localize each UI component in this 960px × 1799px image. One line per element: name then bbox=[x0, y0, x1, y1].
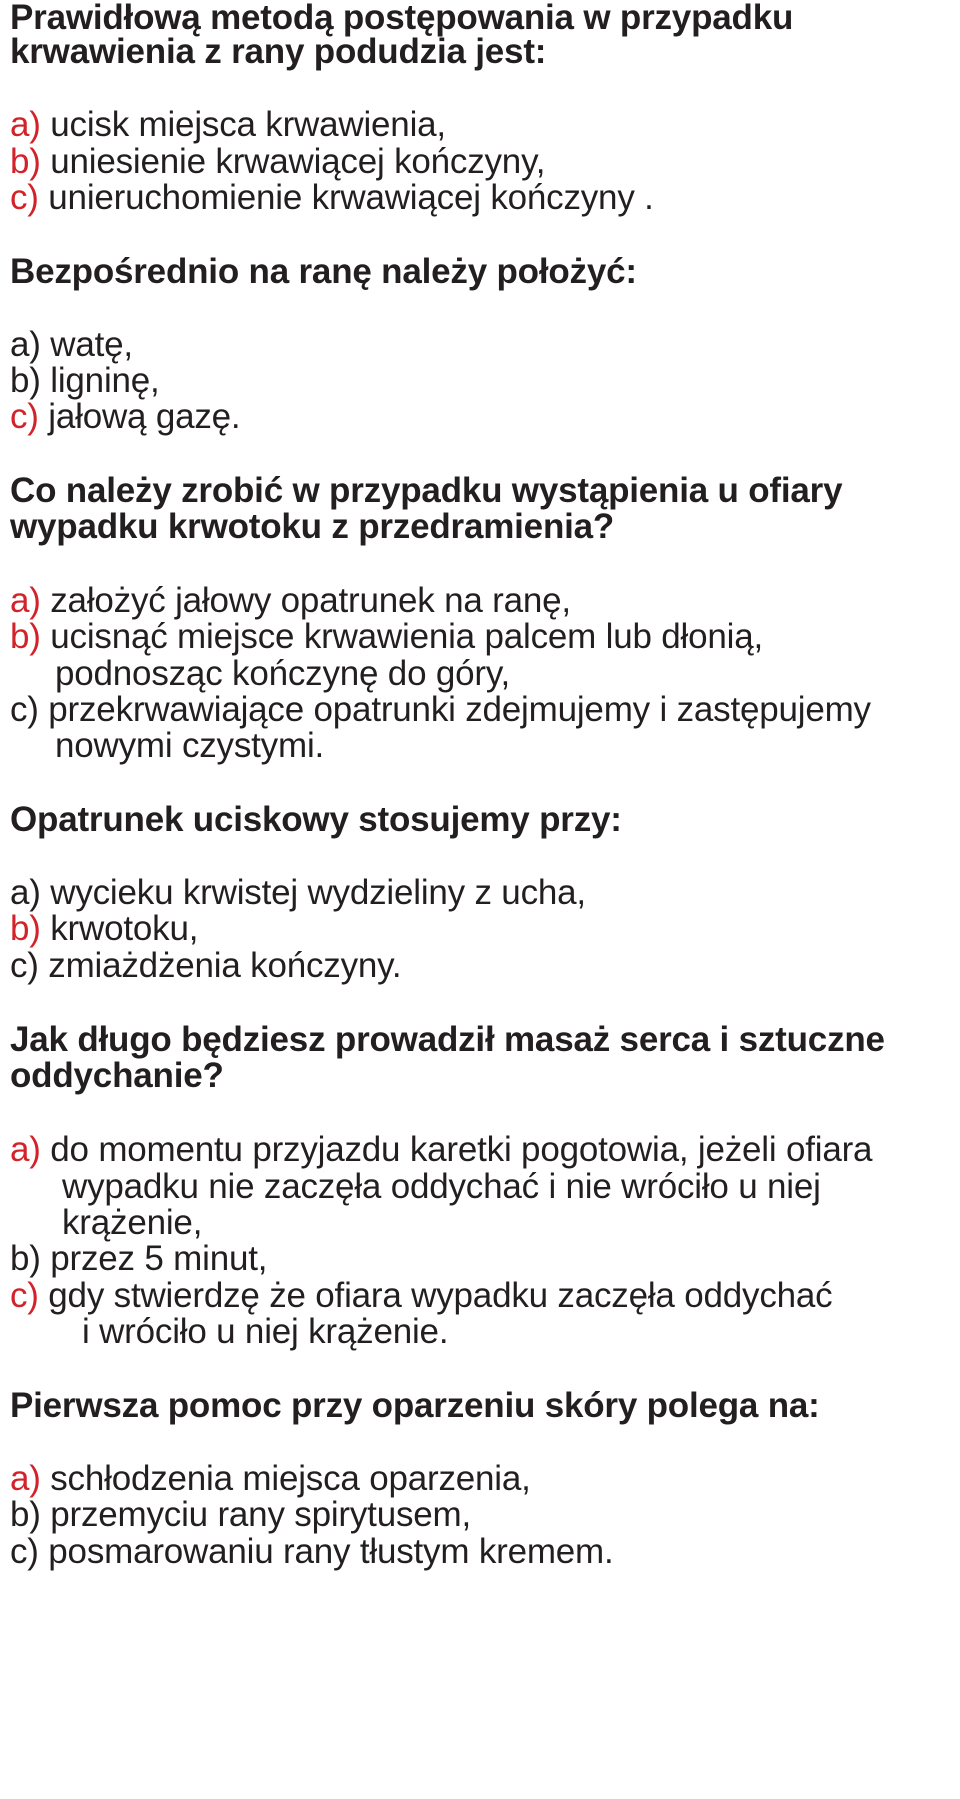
question-1-text: Prawidłową metodą postępowania w przypadku bbox=[10, 0, 794, 37]
answer-text: przez 5 minut, bbox=[40, 1239, 268, 1278]
answer-label: a) bbox=[10, 105, 41, 144]
question-3-text: Co należy zrobić w przypadku wystąpienia u ofiary bbox=[10, 471, 843, 510]
answer-5-a bbox=[10, 1129, 872, 1171]
question-4-text: Opatrunek uciskowy stosujemy przy: bbox=[10, 800, 622, 839]
answer-label: c) bbox=[10, 397, 39, 436]
answer-label: a) bbox=[10, 873, 41, 912]
answer-label: b) bbox=[10, 909, 41, 948]
answer-text: jałową gazę. bbox=[38, 397, 241, 436]
answer-4-b bbox=[10, 908, 198, 950]
answer-text: zmiażdżenia kończyny. bbox=[38, 946, 402, 985]
answer-text: krwotoku, bbox=[40, 909, 199, 948]
answer-1-a bbox=[10, 104, 446, 146]
answer-text: wycieku krwistej wydzieliny z ucha, bbox=[40, 873, 586, 912]
question-3-text: wypadku krwotoku z przedramienia? bbox=[10, 507, 615, 546]
answer-4-c bbox=[10, 945, 401, 987]
answer-text: założyć jałowy opatrunek na ranę, bbox=[40, 581, 571, 620]
question-5-text: oddychanie? bbox=[10, 1056, 224, 1095]
answer-label: a) bbox=[10, 1459, 41, 1498]
answer-label: c) bbox=[10, 1276, 39, 1315]
answer-label: b) bbox=[10, 142, 41, 181]
answer-text: przemyciu rany spirytusem, bbox=[40, 1495, 472, 1534]
answer-label: b) bbox=[10, 1239, 41, 1278]
answer-5-b bbox=[10, 1238, 267, 1280]
answer-label: c) bbox=[10, 690, 39, 729]
answer-6-c bbox=[10, 1531, 614, 1573]
answer-label: a) bbox=[10, 581, 41, 620]
answer-3-c-cont: nowymi czystymi. bbox=[55, 726, 325, 765]
question-1-text: krwawienia z rany podudzia jest: bbox=[10, 32, 547, 71]
answer-text: watę, bbox=[40, 325, 133, 364]
answer-label: b) bbox=[10, 1495, 41, 1534]
answer-text: ucisnąć miejsce krwawienia palcem lub dłonią, bbox=[40, 617, 763, 656]
answer-2-c bbox=[10, 396, 240, 438]
answer-text: unieruchomienie krwawiącej kończyny . bbox=[38, 178, 654, 217]
answer-text: ligninę, bbox=[40, 361, 160, 400]
answer-text: uniesienie krwawiącej kończyny, bbox=[40, 142, 546, 181]
answer-5-a-cont: wypadku nie zaczęła oddychać i nie wróciło u niej bbox=[62, 1167, 821, 1206]
answer-label: c) bbox=[10, 178, 39, 217]
answer-3-b bbox=[10, 616, 763, 658]
answer-label: c) bbox=[10, 1532, 39, 1571]
answer-label: a) bbox=[10, 325, 41, 364]
answer-text: do momentu przyjazdu karetki pogotowia, jeżeli ofiara bbox=[40, 1130, 873, 1169]
answer-text: posmarowaniu rany tłustym kremem. bbox=[38, 1532, 614, 1571]
question-5-text: Jak długo będziesz prowadził masaż serca i sztuczne bbox=[10, 1020, 885, 1059]
answer-5-a-cont: krążenie, bbox=[62, 1203, 203, 1242]
answer-label: c) bbox=[10, 946, 39, 985]
answer-text: schłodzenia miejsca oparzenia, bbox=[40, 1459, 531, 1498]
question-2-text: Bezpośrednio na ranę należy położyć: bbox=[10, 252, 637, 291]
answer-3-b-cont: podnosząc kończynę do góry, bbox=[55, 654, 511, 693]
answer-text: gdy stwierdzę że ofiara wypadku zaczęła oddychać bbox=[38, 1276, 833, 1315]
answer-label: b) bbox=[10, 361, 41, 400]
answer-text: ucisk miejsca krwawienia, bbox=[40, 105, 446, 144]
answer-6-b bbox=[10, 1494, 471, 1536]
answer-label: b) bbox=[10, 617, 41, 656]
answer-1-c bbox=[10, 177, 654, 219]
answer-5-c-cont: i wróciło u niej krążenie. bbox=[82, 1312, 449, 1351]
answer-text: przekrwawiające opatrunki zdejmujemy i zastępujemy bbox=[38, 690, 871, 729]
answer-label: a) bbox=[10, 1130, 41, 1169]
question-6-text: Pierwsza pomoc przy oparzeniu skóry polega na: bbox=[10, 1386, 820, 1425]
